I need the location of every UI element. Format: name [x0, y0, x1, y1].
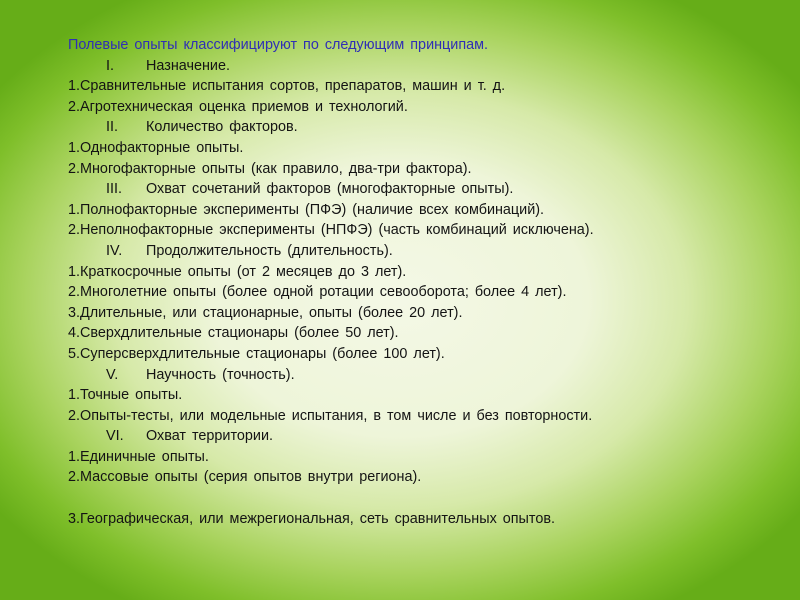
section-number: VI. — [106, 428, 124, 445]
section-heading-combinations — [68, 179, 768, 200]
section-heading-text: Охват сочетаний факторов (многофакторные опыты). — [146, 181, 514, 198]
section-heading-duration — [68, 241, 768, 262]
list-item: 2.Массовые опыты (серия опытов внутри региона). — [68, 469, 422, 486]
slide-content — [68, 35, 768, 529]
list-item: 2.Многолетние опыты (более одной ротации севооборота; более 4 лет). — [68, 284, 567, 301]
section-number: III. — [106, 181, 122, 198]
list-item: 1.Краткосрочные опыты (от 2 месяцев до 3 лет). — [68, 263, 407, 280]
section-number: II. — [106, 119, 118, 136]
list-item: 1.Однофакторные опыты. — [68, 139, 244, 156]
list-item: 1.Точные опыты. — [68, 387, 183, 404]
list-item: 3.Длительные, или стационарные, опыты (более 20 лет). — [68, 304, 463, 321]
section-heading-text: Назначение. — [146, 57, 230, 74]
section-number: I. — [106, 57, 114, 74]
list-item: 2.Агротехническая оценка приемов и технологий. — [68, 98, 408, 115]
list-item: 2.Многофакторные опыты (как правило, два-три фактора). — [68, 160, 472, 177]
list-item: 4.Сверхдлительные стационары (более 50 лет). — [68, 325, 399, 342]
section-heading-factor-count — [68, 117, 768, 138]
list-item: 1.Единичные опыты. — [68, 448, 209, 465]
section-number: IV. — [106, 242, 123, 259]
section-heading-text: Количество факторов. — [146, 119, 298, 136]
list-item: 1.Сравнительные испытания сортов, препаратов, машин и т. д. — [68, 78, 506, 95]
section-heading-purpose — [68, 56, 768, 77]
section-heading-accuracy — [68, 365, 768, 386]
slide-title: Полевые опыты классифицируют по следующим принципам. — [68, 37, 489, 53]
list-item: 3.Географическая, или межрегиональная, сеть сравнительных опытов. — [68, 510, 555, 527]
list-item: 2.Опыты-тесты, или модельные испытания, в том числе и без повторности. — [68, 407, 593, 424]
section-heading-territory — [68, 426, 768, 447]
section-heading-text: Охват территории. — [146, 428, 273, 445]
section-heading-text: Научность (точность). — [146, 366, 295, 383]
list-item: 2.Неполнофакторные эксперименты (НПФЭ) (часть комбинаций исключена). — [68, 222, 594, 239]
list-item: 5.Суперсверхдлительные стационары (более 100 лет). — [68, 345, 445, 362]
list-item: 1.Полнофакторные эксперименты (ПФЭ) (наличие всех комбинаций). — [68, 201, 545, 218]
section-number: V. — [106, 366, 119, 383]
section-heading-text: Продолжительность (длительность). — [146, 242, 393, 259]
blank-line — [68, 488, 768, 509]
